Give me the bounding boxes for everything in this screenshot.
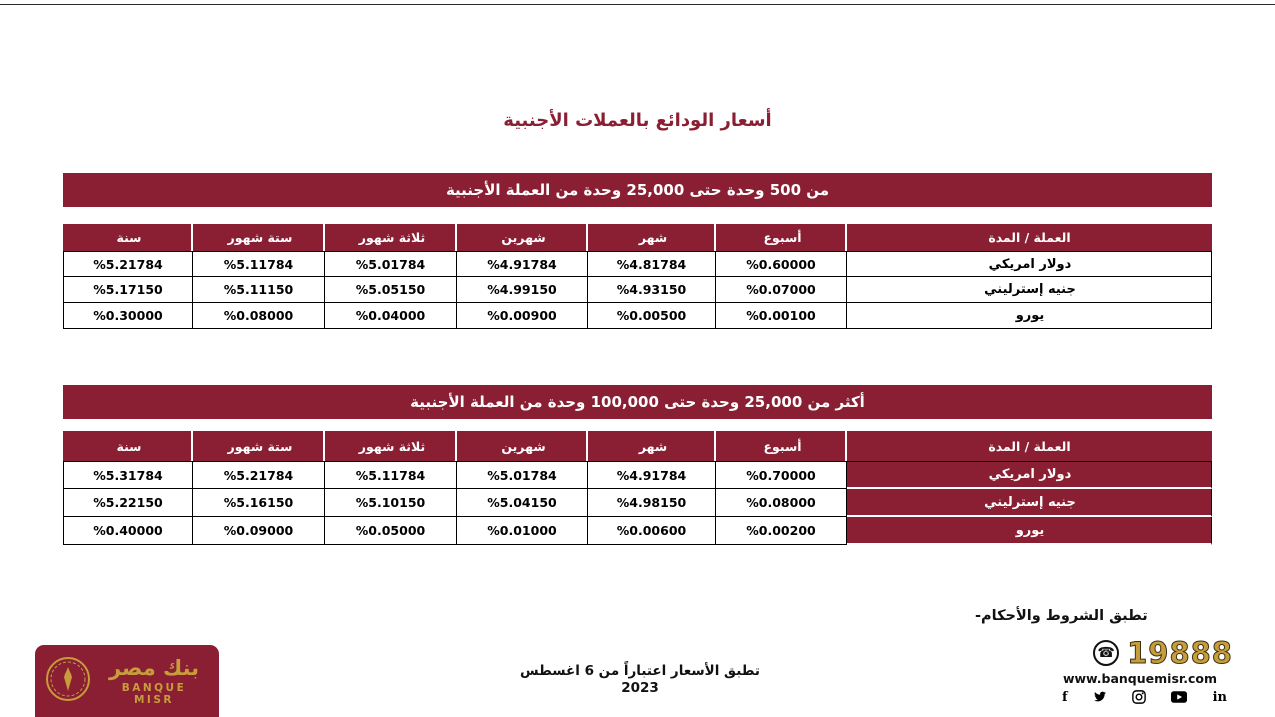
rate-cell: %5.16150 [193,489,325,517]
rate-cell: %5.01784 [325,251,457,277]
rate-cell: %0.30000 [63,303,193,329]
rate-cell: %5.01784 [457,461,588,489]
instagram-icon [1132,690,1146,704]
rate-cell: %4.98150 [588,489,716,517]
effective-date-note [470,663,810,697]
table-row-usd [63,461,1212,489]
banque-misr-emblem-icon [45,656,91,706]
rate-cell: %0.09000 [193,517,325,545]
rate-cell: %0.00100 [716,303,847,329]
currency-cell-eur: يورو [847,517,1212,545]
rate-cell: %5.22150 [63,489,193,517]
social-icons-row [1062,690,1227,704]
rate-cell: %5.05150 [325,277,457,303]
currency-cell-usd: دولار امريكي [847,251,1212,277]
band-tier-2-title: أكثر من 25,000 وحدة حتى 100,000 وحدة من العملة الأجنبية [63,385,1212,419]
logo-latin-name: BANQUE MISR [121,682,187,706]
rate-cell: %0.01000 [457,517,588,545]
column-header-three-months: ثلاثة شهور [325,224,457,251]
currency-cell-gbp: جنيه إسترليني [847,277,1212,303]
phone-icon: ☎ [1093,640,1119,666]
rate-cell: %5.17150 [63,277,193,303]
column-header-two-months: شهرين [457,431,588,461]
linkedin-icon: in [1212,689,1227,705]
hotline-number: 19888 [1127,636,1233,670]
currency-cell-eur: يورو [847,303,1212,329]
rates-table-tier-1 [63,224,1212,329]
facebook-icon: f [1062,689,1068,705]
column-header-week: أسبوع [716,224,847,251]
column-header-month: شهر [588,431,716,461]
table-row-gbp [63,277,1212,303]
column-header-week: أسبوع [716,431,847,461]
table-row-eur [63,303,1212,329]
rate-cell: %5.04150 [457,489,588,517]
logo-text [99,656,209,706]
table-header-row [63,224,1212,251]
twitter-icon [1093,690,1107,704]
youtube-icon [1171,691,1187,703]
table-row-usd [63,251,1212,277]
effective-date-line-2: 2023 [621,680,659,696]
rate-cell: %0.04000 [325,303,457,329]
rate-cell: %5.10150 [325,489,457,517]
rate-cell: %0.08000 [193,303,325,329]
effective-date-line-1: تطبق الأسعار اعتباراً من 6 اغسطس [520,663,760,679]
table-row-gbp [63,489,1212,517]
rate-cell: %4.99150 [457,277,588,303]
logo-arabic-name: بنك مصر [108,656,200,680]
column-header-currency: العملة / المدة [847,431,1212,461]
banque-misr-logo [35,645,219,717]
rate-cell: %5.21784 [63,251,193,277]
column-header-six-months: ستة شهور [193,224,325,251]
rate-cell: %0.00200 [716,517,847,545]
rate-cell: %0.05000 [325,517,457,545]
rate-cell: %5.21784 [193,461,325,489]
rates-table-tier-2 [63,431,1212,545]
column-header-year: سنة [63,224,193,251]
rate-cell: %0.08000 [716,489,847,517]
website-url: www.banquemisr.com [1062,671,1218,686]
rate-cell: %0.60000 [716,251,847,277]
rate-cell: %4.91784 [457,251,588,277]
page-title: أسعار الودائع بالعملات الأجنبية [503,110,772,131]
rate-cell: %0.07000 [716,277,847,303]
rate-cell: %0.00600 [588,517,716,545]
currency-cell-gbp: جنيه إسترليني [847,489,1212,517]
band-tier-1-title: من 500 وحدة حتى 25,000 وحدة من العملة الأجنبية [63,173,1212,207]
top-rule [0,4,1275,5]
rate-cell: %4.93150 [588,277,716,303]
rate-cell: %0.70000 [716,461,847,489]
column-header-month: شهر [588,224,716,251]
rate-cell: %5.11784 [325,461,457,489]
rate-cell: %5.11784 [193,251,325,277]
column-header-two-months: شهرين [457,224,588,251]
terms-note: تطبق الشروط والأحكام- [975,608,1148,624]
rate-cell: %5.31784 [63,461,193,489]
rate-cell: %0.00900 [457,303,588,329]
column-header-currency: العملة / المدة [847,224,1212,251]
column-header-six-months: ستة شهور [193,431,325,461]
rate-cell: %5.11150 [193,277,325,303]
column-header-three-months: ثلاثة شهور [325,431,457,461]
table-header-row [63,431,1212,461]
table-row-eur [63,517,1212,545]
rate-cell: %4.91784 [588,461,716,489]
column-header-year: سنة [63,431,193,461]
rate-cell: %0.00500 [588,303,716,329]
hotline [1093,636,1233,670]
rate-cell: %0.40000 [63,517,193,545]
rate-cell: %4.81784 [588,251,716,277]
currency-cell-usd: دولار امريكي [847,461,1212,489]
